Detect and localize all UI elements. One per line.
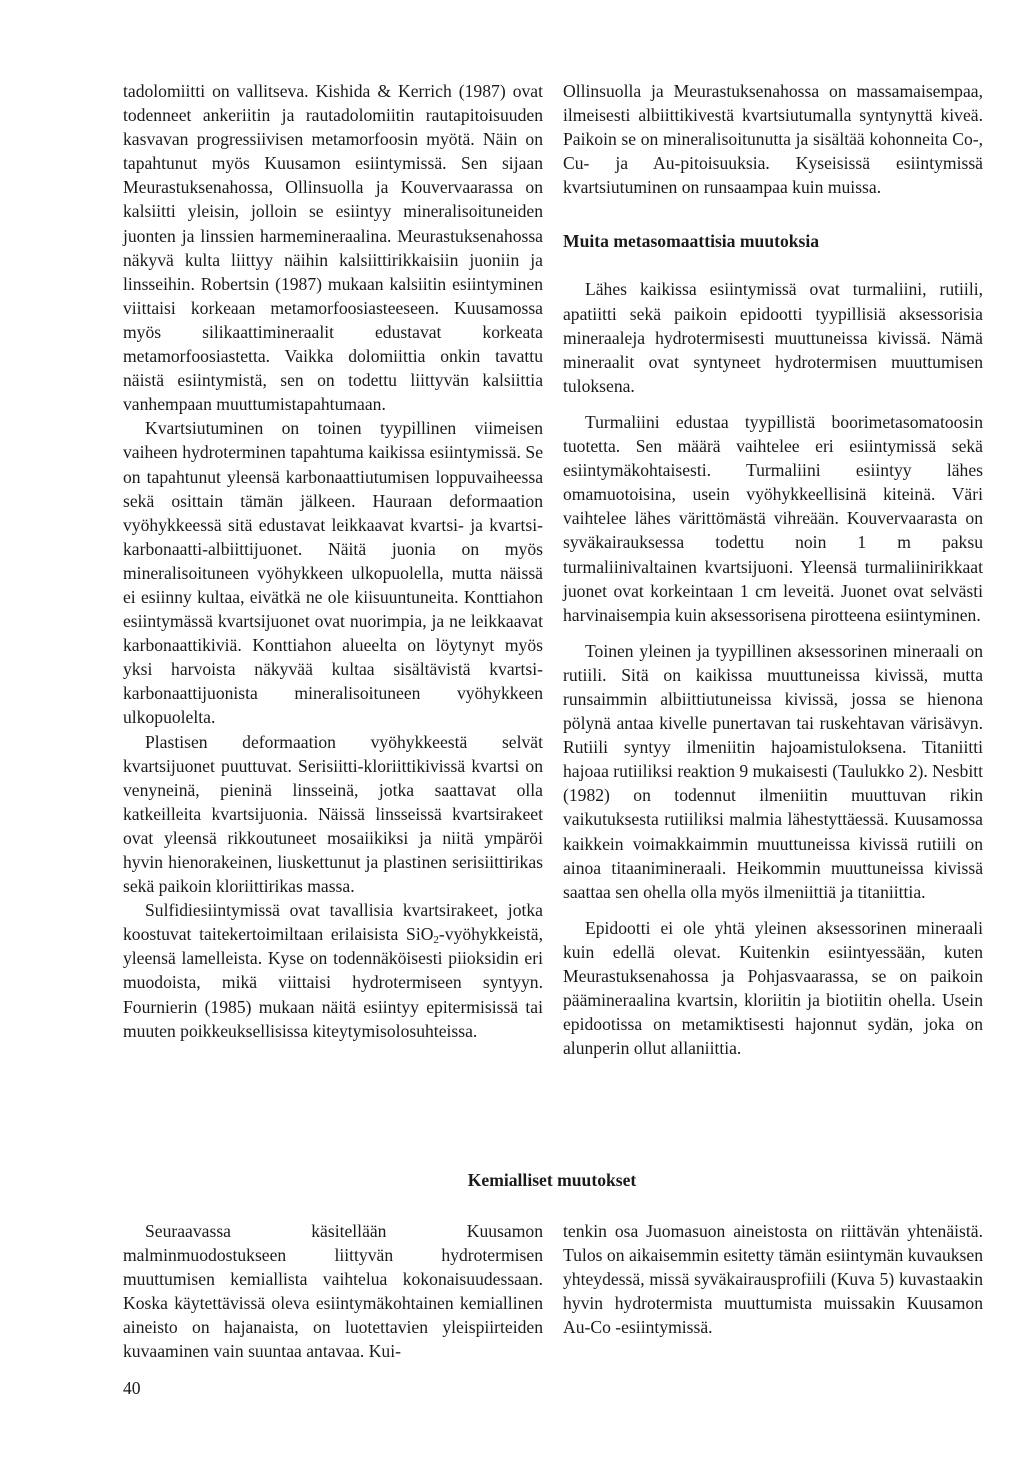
- paragraph: Lähes kaikissa esiintymissä ovat turmaliini, rutiili, apatiitti sekä paikoin epidootti tyypillisiä aksessorisia mineraaleja hydrotermisesti muuttuneissa kivissä. Nämä mineraalit ovat syntyneet hydrotermisen muuttumisen tuloksena.: [563, 279, 983, 396]
- subsection-heading: Muita metasomaattisia muutoksia: [563, 231, 820, 252]
- subscript: 2: [433, 934, 439, 947]
- text-run: -vyöhykkeistä, yleensä lamelleista. Kyse on todennäköisesti piioksidin eri muodoista, mikä viittaisi hydrotermiseen syntyyn. Fournierin (1985) mukaan näitä esiintyy epitermisissä tai muuten poikkeuksellisissa kiteytymisolosuhteissa.: [123, 924, 543, 1041]
- page-number: 40: [123, 1378, 141, 1398]
- left-column: [123, 79, 543, 1043]
- paragraph: Plastisen deformaation vyöhykkeestä selvät kvartsijuonet puuttuvat. Serisiitti-kloriittikivissä kvartsi on venyneinä, pieninä linsseinä, jotka saattavat olla katkeilleita kvartsijuonia. Näissä linsseissä kvartsirakeet ovat yleensä rikkoutuneet mosaiikiksi ja niitä ympäröi hyvin hienorakeinen, liuskettunut ja plastinen serisiittirikas sekä paikoin kloriittirikas massa.: [123, 731, 543, 897]
- section-heading: Kemialliset muutokset: [467, 1170, 637, 1190]
- paragraph-with-formula: [123, 898, 543, 1043]
- paragraph: tadolomiitti on vallitseva. Kishida & Kerrich (1987) ovat todenneet ankeriitin ja rautadolomiitin rautapitoisuuden kasvavan progressiivisen metamorfoosin myötä. Näin on tapahtunut myös Kuusamon esiintymissä. Sen sijaan Meurastuksenahossa, Ollinsuolla ja Kouvervaarassa on kalsiitti yleisin, jolloin se esiintyy mineralisoituneiden juonten ja linssien harmemineraalina. Meurastuksenahossa näkyvä kulta liittyy näihin kalsiittirikkaisiin juoniin ja linsseihin. Robertsin (1987) mukaan kalsiitin esiintyminen viittaisi korkeaan metamorfoosiasteeseen. Kuusamossa myös silikaattimineraalit edustavat korkeata metamorfoosiastetta. Vaikka dolomiittia onkin tavattu näistä esiintymistä, sen on todettu liittyvän kalsiittia vanhempaan muuttumistapahtumaan.: [123, 81, 543, 415]
- paragraph: Ollinsuolla ja Meurastuksenahossa on massamaisempaa, ilmeisesti albiittikivestä kvartsiutumalla syntynyttä kiveä. Paikoin se on mineralisoitunutta ja sisältää kohonneita Co-, Cu- ja Au-pitoisuuksia. Kyseisissä esiintymissä kvartsiutuminen on runsaampaa kuin muissa.: [563, 81, 983, 198]
- paragraph: tenkin osa Juomasuon aineistosta on riittävän yhtenäistä. Tulos on aikaisemmin esitetty tämän esiintymän kuvauksen yhteydessä, missä syväkairausprofiili (Kuva 5) kuvastaakin hyvin hydrotermista muuttumista muissakin Kuusamon Au-Co -esiintymissä.: [563, 1221, 983, 1338]
- paragraph: Toinen yleinen ja tyypillinen aksessorinen mineraali on rutiili. Sitä on kaikissa muuttuneissa kivissä, mutta runsaimmin albiittiutuneissa kivissä, jossa se hienona pölynä antaa kivelle punertavan tai ruskehtavan värisävyn. Rutiili syntyy ilmeniitin hajoamistuloksena. Titaniitti hajoaa rutiiliksi reaktion 9 mukaisesti (Taulukko 2). Nesbitt (1982) on todennut ilmeniitin muuttuvan rikin vaikutuksesta rutiiliksi malmia lähestyttäessä. Kuusamossa kaikkein voimakkaimmin muuttuneissa kivissä rutiili on ainoa titaanimineraali. Heikommin muuttuneissa kivissä saattaa sen ohella olla myös ilmeniittiä ja titaniittia.: [563, 640, 983, 902]
- paragraph: Kvartsiutuminen on toinen tyypillinen viimeisen vaiheen hydroterminen tapahtuma kaikissa esiintymissä. Se on tapahtunut yleensä karbonaattiutumisen loppuvaiheessa sekä osittain tämän jälkeen. Hauraan deformaation vyöhykkeessä sitä edustavat leikkaavat kvartsi- ja kvartsi-karbonaatti-albiittijuonet. Näitä juonia on myös mineralisoituneen vyöhykkeen ulkopuolella, mutta näissä ei esiinny kultaa, eivätkä ne ole kiisuuntuneita. Konttiahon esiintymässä kvartsijuonet ovat nuorimpia, ja ne leikkaavat karbonaattikiviä. Konttiahon alueelta on löytynyt myös yksi harvoista näkyvää kultaa sisältävistä kvartsi-karbonaattijuonista mineralisoituneen vyöhykkeen ulkopuolelta.: [123, 418, 543, 728]
- bottom-right-column: [563, 1219, 983, 1339]
- paragraph: Turmaliini edustaa tyypillistä boorimetasomatoosin tuotetta. Sen määrä vaihtelee eri esiintymissä sekä esiintymäkohtaisesti. Turmaliini esiintyy lähes omamuotoisina, usein vyöhykkeellisinä kiteinä. Väri vaihtelee lähes värittömästä vihreään. Kouvervaarasta on syväkairauksessa todettu noin 1 m paksu turmaliinivaltainen kvartsijuoni. Yleensä turmaliinirikkaat juonet ovat korkeintaan 1 cm leveitä. Juonet ovat selvästi harvinaisempia kuin aksessorisena pirotteena esiintyminen.: [563, 411, 983, 625]
- paragraph: Seuraavassa käsitellään Kuusamon malminmuodostukseen liittyvän hydrotermisen muuttumisen kemiallista vaihtelua kokonaisuudessaan. Koska käytettävissä oleva esiintymäkohtainen kemiallinen aineisto on hajanaista, on luotettavien yleispiirteiden kuvaaminen vain suuntaa antavaa. Kui-: [123, 1221, 543, 1362]
- paragraph: Epidootti ei ole yhtä yleinen aksessorinen mineraali kuin edellä olevat. Kuitenkin esiintyessään, kuten Meurastuksenahossa ja Pohjasvaarassa, se on paikoin päämineraalina kvartsin, kloriitin ja biotiitin ohella. Usein epidootissa on metamiktisesti hajonnut sydän, joka on alunperin ollut allaniittia.: [563, 917, 983, 1059]
- bottom-left-column: [123, 1219, 543, 1364]
- right-column: [563, 79, 983, 1060]
- text-run: Sulfidiesiintymissä ovat tavallisia kvartsirakeet, jotka koostuvat taitekertoimiltaan erilaisista SiO: [123, 900, 543, 945]
